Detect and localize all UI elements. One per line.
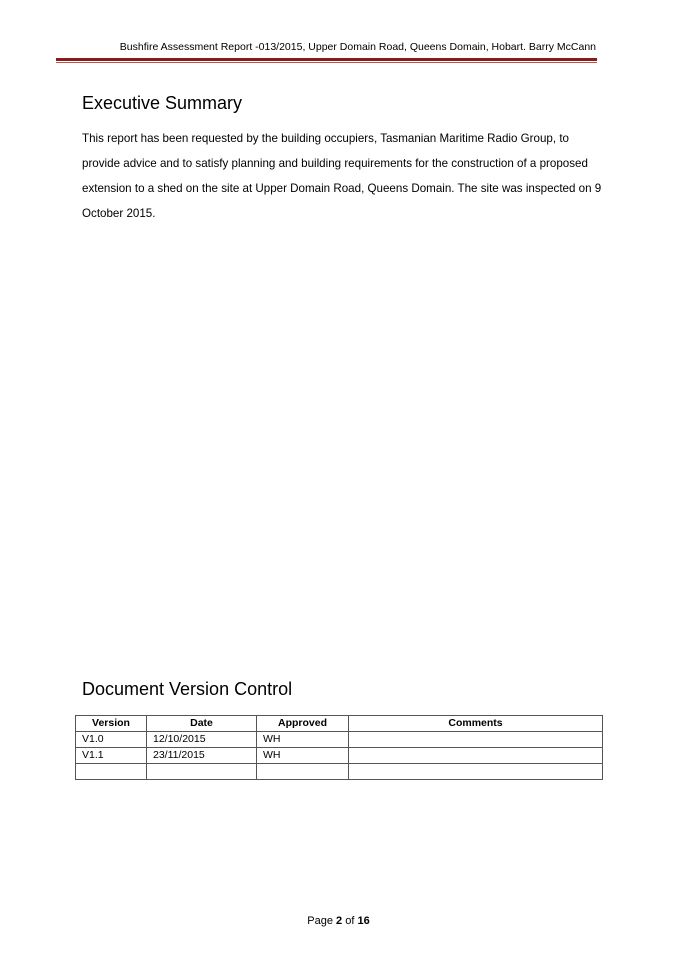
column-header-version: Version: [76, 716, 147, 732]
column-header-date: Date: [147, 716, 257, 732]
current-page-number: 2: [336, 915, 343, 927]
date-cell: [147, 764, 257, 780]
column-header-comments: Comments: [349, 716, 603, 732]
comments-cell: [349, 748, 603, 764]
approved-cell: WH: [257, 748, 349, 764]
version-control-heading: Document Version Control: [82, 679, 293, 699]
executive-summary-body: This report has been requested by the building occupiers, Tasmanian Maritime Radio Group, to provide advice and to satisfy planning and building requirements for the construction of a proposed extension to a shed on the site at Upper Domain Road, Queens Domain. The site was inspected on 9 October 2015.: [82, 132, 602, 220]
version-control-table: [75, 715, 603, 780]
header-rule: [56, 58, 597, 61]
total-page-count: 16: [357, 915, 370, 927]
approved-cell: [257, 764, 349, 780]
page-separator: of: [345, 915, 355, 927]
table-header-row: [76, 716, 603, 732]
version-cell: [76, 764, 147, 780]
page-label: Page: [307, 915, 333, 927]
date-cell: 12/10/2015: [147, 732, 257, 748]
column-header-approved: Approved: [257, 716, 349, 732]
page-footer: [0, 914, 677, 928]
table-row: [76, 764, 603, 780]
comments-cell: [349, 732, 603, 748]
header-rule-accent: [56, 62, 597, 63]
table-row: [76, 748, 603, 764]
version-cell: V1.1: [76, 748, 147, 764]
executive-summary-heading: Executive Summary: [82, 93, 243, 113]
table-row: [76, 732, 603, 748]
page-header: Bushfire Assessment Report -013/2015, Upper Domain Road, Queens Domain, Hobart. Barry McCann: [119, 41, 596, 53]
comments-cell: [349, 764, 603, 780]
date-cell: 23/11/2015: [147, 748, 257, 764]
approved-cell: WH: [257, 732, 349, 748]
version-cell: V1.0: [76, 732, 147, 748]
